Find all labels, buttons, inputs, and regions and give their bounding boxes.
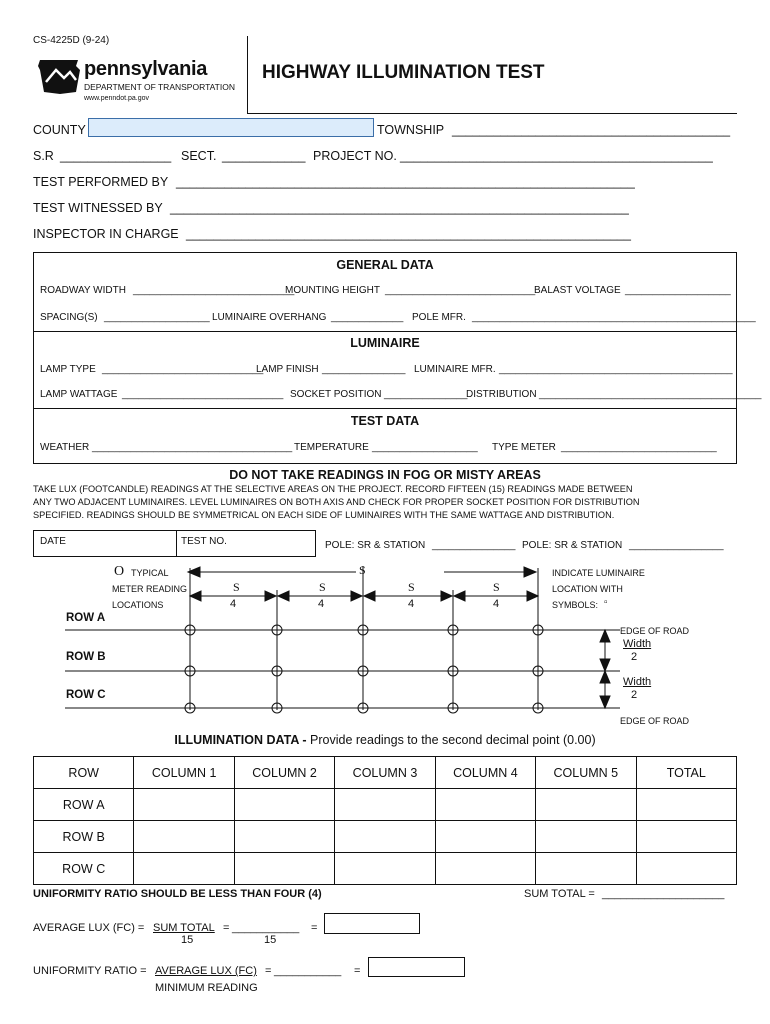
- uniformity-ratio-label: UNIFORMITY RATIO =: [33, 965, 147, 977]
- luminaire-mfr-label: LUMINAIRE MFR.: [414, 364, 496, 375]
- divider: [34, 331, 736, 332]
- reading-cell[interactable]: [134, 821, 234, 853]
- township-input[interactable]: ________________________________________: [452, 123, 731, 137]
- illumination-title-bold: ILLUMINATION DATA -: [174, 733, 307, 747]
- meter-layout-diagram: [0, 560, 770, 730]
- reading-cell[interactable]: [536, 853, 636, 885]
- row-label: ROW B: [34, 821, 134, 853]
- general-data-heading: GENERAL DATA: [336, 258, 434, 272]
- header-column-5: COLUMN 5: [536, 757, 636, 789]
- total-cell[interactable]: [636, 821, 736, 853]
- inspector-label: INSPECTOR IN CHARGE: [33, 227, 179, 241]
- legend-symbol: O: [114, 564, 125, 579]
- lamp-type-input[interactable]: _____________________________: [102, 364, 264, 375]
- project-no-label: PROJECT NO.: [313, 149, 397, 163]
- county-label: COUNTY: [33, 123, 86, 137]
- sum-total-label: SUM TOTAL =: [524, 888, 595, 900]
- pole2-label: POLE: SR & STATION: [522, 540, 623, 551]
- date-label: DATE: [40, 536, 66, 547]
- sr-label: S.R: [33, 149, 54, 163]
- distribution-input[interactable]: ________________________________________: [539, 389, 762, 400]
- uniformity-ratio-line[interactable]: ___________: [274, 965, 342, 977]
- illumination-title-rest: Provide readings to the second decimal point (0.00): [306, 733, 596, 747]
- org-name: pennsylvania: [84, 58, 208, 80]
- header-row: ROW: [34, 757, 134, 789]
- uniformity-ratio-result-box[interactable]: [368, 957, 465, 977]
- mounting-height-label: MOUNTING HEIGHT: [285, 285, 380, 296]
- township-label: TOWNSHIP: [377, 123, 445, 137]
- quarter-spacing-den: 4: [318, 598, 325, 610]
- lamp-type-label: LAMP TYPE: [40, 364, 96, 375]
- edge-of-road-top: EDGE OF ROAD: [620, 626, 690, 636]
- header-column-2: COLUMN 2: [234, 757, 334, 789]
- quarter-spacing-label: S: [233, 580, 240, 594]
- luminaire-note: LOCATION WITH: [552, 584, 623, 594]
- pole-mfr-label: POLE MFR.: [412, 312, 466, 323]
- instructions-line: ANY TWO ADJACENT LUMINAIRES. LEVEL LUMINAIRES ON BOTH AXIS AND CHECK FOR PROPER SOCKET POSITION FOR DISTRIBUTION: [33, 497, 640, 507]
- reading-cell[interactable]: [435, 821, 535, 853]
- quarter-spacing-label: S: [493, 580, 500, 594]
- data-box: [33, 252, 737, 464]
- equals: =: [311, 922, 318, 934]
- test-performed-input[interactable]: __________________________________________________________________: [176, 175, 635, 189]
- average-lux-result-box[interactable]: [324, 913, 420, 934]
- total-cell[interactable]: [636, 853, 736, 885]
- type-meter-input[interactable]: ____________________________: [561, 442, 717, 453]
- lamp-wattage-input[interactable]: _____________________________: [122, 389, 284, 400]
- inspector-input[interactable]: ________________________________________________________________: [186, 227, 631, 241]
- pole1-label: POLE: SR & STATION: [325, 540, 426, 551]
- type-meter-label: TYPE METER: [492, 442, 556, 453]
- temperature-input[interactable]: ___________________: [372, 442, 478, 453]
- average-lux-label: AVERAGE LUX (FC) =: [33, 922, 145, 934]
- equals: =: [354, 965, 361, 977]
- uniformity-note: UNIFORMITY RATIO SHOULD BE LESS THAN FOUR (4): [33, 888, 322, 900]
- luminaire-note: INDICATE LUMINAIRE: [552, 568, 645, 578]
- keystone-logo-icon: [36, 56, 82, 96]
- sect-input[interactable]: ____________: [222, 149, 306, 163]
- socket-position-label: SOCKET POSITION: [290, 389, 382, 400]
- table-row: [34, 853, 737, 885]
- reading-cell[interactable]: [435, 853, 535, 885]
- legend-text: TYPICAL: [131, 568, 169, 578]
- weather-label: WEATHER: [40, 442, 90, 453]
- width-den: 2: [631, 651, 638, 663]
- illumination-title: [0, 733, 770, 747]
- reading-cell[interactable]: [134, 789, 234, 821]
- edge-of-road-bottom: EDGE OF ROAD: [620, 716, 690, 726]
- temperature-label: TEMPERATURE: [294, 442, 369, 453]
- uniformity-ratio-numerator: AVERAGE LUX (FC): [155, 965, 257, 977]
- test-no-label: TEST NO.: [181, 536, 227, 547]
- equals: =: [265, 965, 272, 977]
- lamp-finish-label: LAMP FINISH: [256, 364, 319, 375]
- luminaire-note: SYMBOLS:: [552, 600, 599, 610]
- weather-input[interactable]: ____________________________________: [92, 442, 293, 453]
- org-dept: DEPARTMENT OF TRANSPORTATION: [84, 82, 235, 92]
- header-column-1: COLUMN 1: [134, 757, 234, 789]
- balast-voltage-input[interactable]: ___________________: [625, 285, 731, 296]
- row-b-label: ROW B: [66, 651, 106, 663]
- county-input[interactable]: [88, 118, 374, 137]
- total-cell[interactable]: [636, 789, 736, 821]
- average-lux-line[interactable]: ___________: [232, 922, 300, 934]
- average-lux-numerator: SUM TOTAL: [153, 922, 215, 934]
- project-no-input[interactable]: _____________________________________________: [400, 149, 713, 163]
- luminaire-overhang-label: LUMINAIRE OVERHANG: [212, 312, 327, 323]
- equals: =: [223, 922, 230, 934]
- test-witnessed-label: TEST WITNESSED BY: [33, 201, 163, 215]
- luminaire-symbol-icon: ▫: [604, 597, 608, 608]
- reading-cell[interactable]: [536, 789, 636, 821]
- quarter-spacing-label: S: [408, 580, 415, 594]
- form-number: CS-4225D (9-24): [33, 35, 110, 46]
- row-label: ROW C: [34, 853, 134, 885]
- reading-cell[interactable]: [134, 853, 234, 885]
- luminaire-heading: LUMINAIRE: [350, 336, 420, 350]
- reading-cell[interactable]: [435, 789, 535, 821]
- test-performed-label: TEST PERFORMED BY: [33, 175, 169, 189]
- header-column-3: COLUMN 3: [335, 757, 435, 789]
- sum-total-input[interactable]: ____________________: [602, 888, 725, 900]
- quarter-spacing-label: S: [319, 580, 326, 594]
- pole2-input[interactable]: _________________: [629, 540, 724, 551]
- row-a-label: ROW A: [66, 612, 106, 624]
- instructions-line: TAKE LUX (FOOTCANDLE) READINGS AT THE SELECTIVE AREAS ON THE PROJECT. RECORD FIFTEEN (15) READINGS MADE BETWEEN: [33, 484, 633, 494]
- roadway-width-input[interactable]: _____________________________: [133, 285, 295, 296]
- table-row: [34, 789, 737, 821]
- spacing-input[interactable]: ___________________: [104, 312, 210, 323]
- uniformity-ratio-denominator: MINIMUM READING: [155, 982, 258, 994]
- luminaire-mfr-input[interactable]: __________________________________________: [499, 364, 733, 375]
- row-label: ROW A: [34, 789, 134, 821]
- reading-cell[interactable]: [536, 821, 636, 853]
- quarter-spacing-den: 4: [408, 598, 415, 610]
- test-witnessed-input[interactable]: __________________________________________________________________: [170, 201, 629, 215]
- width-label: Width: [623, 676, 652, 688]
- row-c-label: ROW C: [66, 689, 106, 701]
- distribution-label: DISTRIBUTION: [466, 389, 537, 400]
- illumination-table: [33, 756, 737, 885]
- balast-voltage-label: BALAST VOLTAGE: [534, 285, 621, 296]
- pole1-input[interactable]: _______________: [432, 540, 516, 551]
- roadway-width-label: ROADWAY WIDTH: [40, 285, 126, 296]
- header-column-4: COLUMN 4: [435, 757, 535, 789]
- reading-cell[interactable]: [234, 789, 334, 821]
- reading-cell[interactable]: [335, 789, 435, 821]
- mounting-height-input[interactable]: ___________________________: [385, 285, 536, 296]
- lamp-wattage-label: LAMP WATTAGE: [40, 389, 118, 400]
- lamp-finish-input[interactable]: _______________: [322, 364, 406, 375]
- legend-text: LOCATIONS: [112, 600, 164, 610]
- header-divider: [247, 36, 248, 114]
- table-row: [34, 821, 737, 853]
- instructions-line: SPECIFIED. READINGS SHOULD BE SYMMETRICAL ON EACH SIDE OF LUMINAIRES WITH THE SAME WATTAGE AND DISTRIBUTION.: [33, 510, 615, 520]
- fog-warning: DO NOT TAKE READINGS IN FOG OR MISTY AREAS: [229, 468, 541, 482]
- legend-text: METER READING: [112, 584, 188, 594]
- test-data-heading: TEST DATA: [350, 414, 420, 428]
- sr-input[interactable]: ________________: [60, 149, 172, 163]
- spacing-symbol: S: [359, 563, 366, 577]
- spacing-label: SPACING(S): [40, 312, 98, 323]
- luminaire-overhang-input[interactable]: _____________: [331, 312, 404, 323]
- sect-label: SECT.: [181, 149, 217, 163]
- reading-cell[interactable]: [335, 821, 435, 853]
- pole-mfr-input[interactable]: ___________________________________________________: [472, 312, 756, 323]
- reading-cell[interactable]: [335, 853, 435, 885]
- width-den: 2: [631, 689, 638, 701]
- divider: [34, 408, 736, 409]
- header-total: TOTAL: [636, 757, 736, 789]
- socket-position-input[interactable]: _______________: [384, 389, 468, 400]
- page-title: HIGHWAY ILLUMINATION TEST: [262, 62, 545, 83]
- quarter-spacing-den: 4: [230, 598, 237, 610]
- quarter-spacing-den: 4: [493, 598, 500, 610]
- org-url: www.penndot.pa.gov: [84, 95, 149, 102]
- average-lux-denominator: 15: [264, 934, 277, 946]
- average-lux-denominator: 15: [181, 934, 194, 946]
- width-label: Width: [623, 638, 652, 650]
- reading-cell[interactable]: [234, 821, 334, 853]
- header-rule: [247, 113, 737, 114]
- reading-cell[interactable]: [234, 853, 334, 885]
